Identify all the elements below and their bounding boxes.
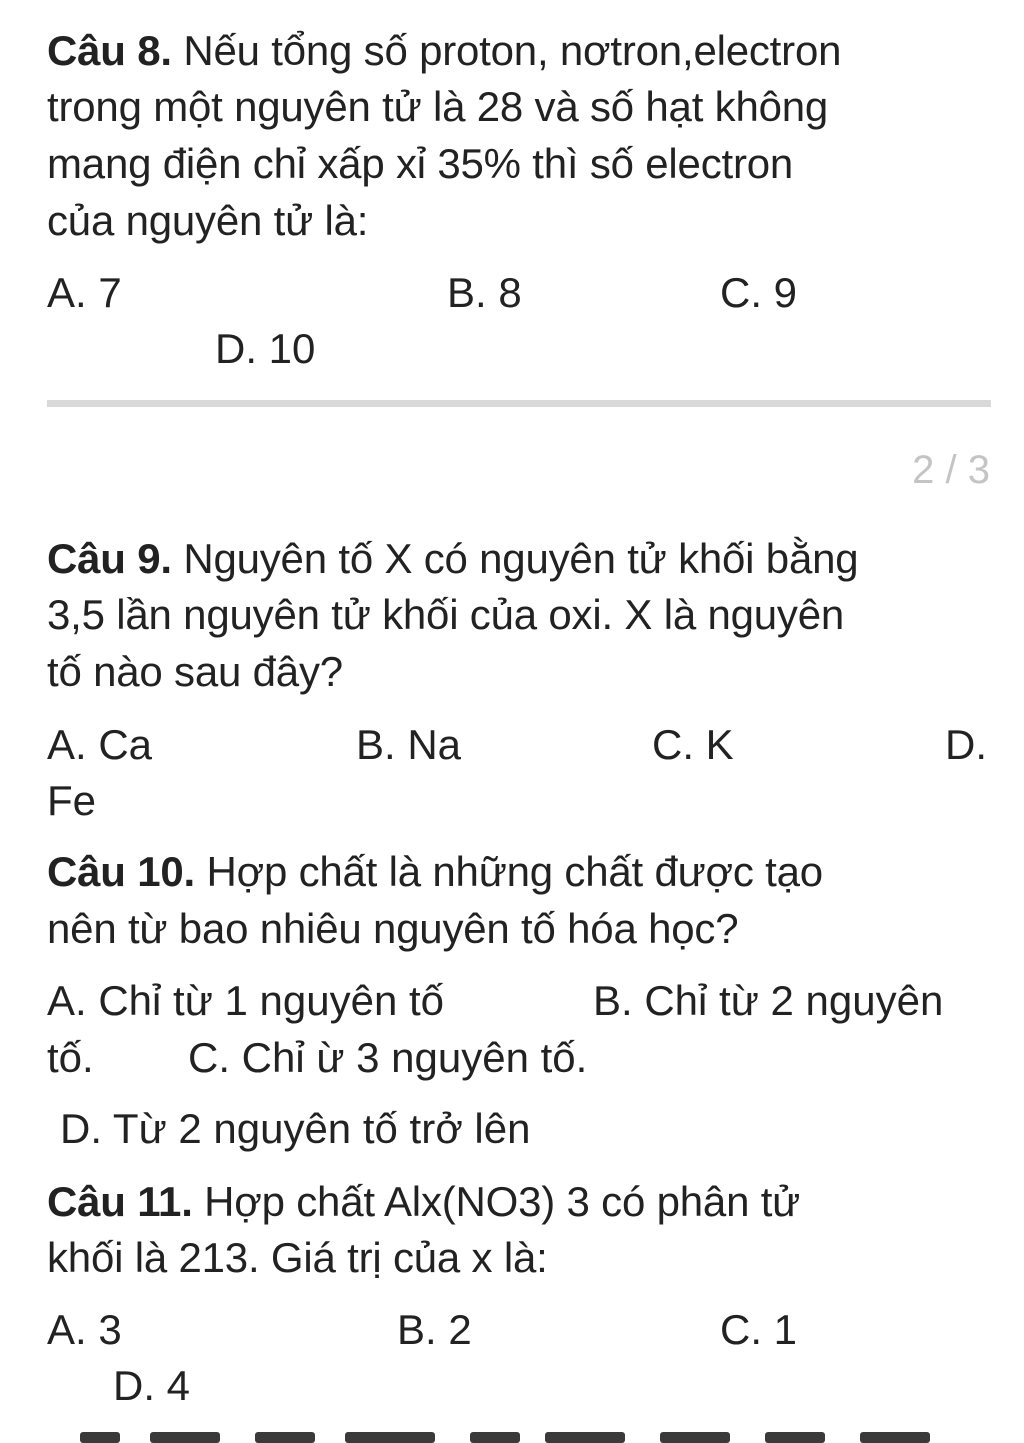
q11-option-a: A. 3	[47, 1306, 122, 1353]
q9-label: Câu 9.	[47, 535, 172, 582]
q10-option-b-cont: tố.	[47, 1034, 94, 1081]
q11-option-d: D. 4	[113, 1362, 191, 1409]
q8-line-4: của nguyên tử là:	[47, 197, 369, 244]
q8-text-1: Nếu tổng số proton, nơtron,electron	[171, 27, 842, 74]
q10-line-2: nên từ bao nhiêu nguyên tố hóa học?	[47, 905, 739, 952]
page-divider	[47, 400, 991, 407]
q9-line-2: 3,5 lần nguyên tử khối của oxi. X là nguyên	[47, 591, 845, 638]
q9-option-b: B. Na	[356, 721, 462, 768]
q8-option-d: D. 10	[215, 325, 316, 372]
q9-option-c: C. K	[652, 721, 734, 768]
q8-option-b: B. 8	[447, 269, 522, 316]
q8-label: Câu 8.	[47, 27, 172, 74]
cutoff-text-line	[0, 1432, 1024, 1443]
q9-line-1	[47, 534, 858, 584]
q11-line-2: khối là 213. Giá trị của x là:	[47, 1234, 548, 1281]
q8-option-c: C. 9	[720, 269, 798, 316]
q10-option-b: B. Chỉ từ 2 nguyên	[593, 977, 944, 1024]
q10-option-a: A. Chỉ từ 1 nguyên tố	[47, 977, 445, 1024]
page-indicator: 2 / 3	[912, 448, 990, 492]
q8-line-3: mang điện chỉ xấp xỉ 35% thì số electron	[47, 140, 794, 187]
q10-label: Câu 10.	[47, 848, 195, 895]
q10-option-c: C. Chỉ ừ 3 nguyên tố.	[188, 1034, 588, 1081]
q11-option-c: C. 1	[720, 1306, 798, 1353]
q9-line-3: tố nào sau đây?	[47, 648, 343, 695]
q8-option-a: A. 7	[47, 269, 122, 316]
q11-label: Câu 11.	[47, 1178, 193, 1225]
q8-line-1	[47, 26, 841, 76]
q9-option-a: A. Ca	[47, 721, 153, 768]
q8-line-2: trong một nguyên tử là 28 và số hạt không	[47, 83, 829, 130]
q9-option-d: D.	[945, 721, 987, 768]
q10-option-d: D. Từ 2 nguyên tố trở lên	[60, 1105, 531, 1152]
q11-text-1: Hợp chất Alx(NO3) 3 có phân tử	[192, 1178, 801, 1225]
q11-line-1	[47, 1177, 800, 1227]
q11-option-b: B. 2	[397, 1306, 472, 1353]
q9-text-1: Nguyên tố X có nguyên tử khối bằng	[171, 535, 859, 582]
q9-option-d-cont: Fe	[47, 777, 97, 824]
q10-text-1: Hợp chất là những chất được tạo	[195, 848, 823, 895]
q10-line-1	[47, 847, 823, 897]
